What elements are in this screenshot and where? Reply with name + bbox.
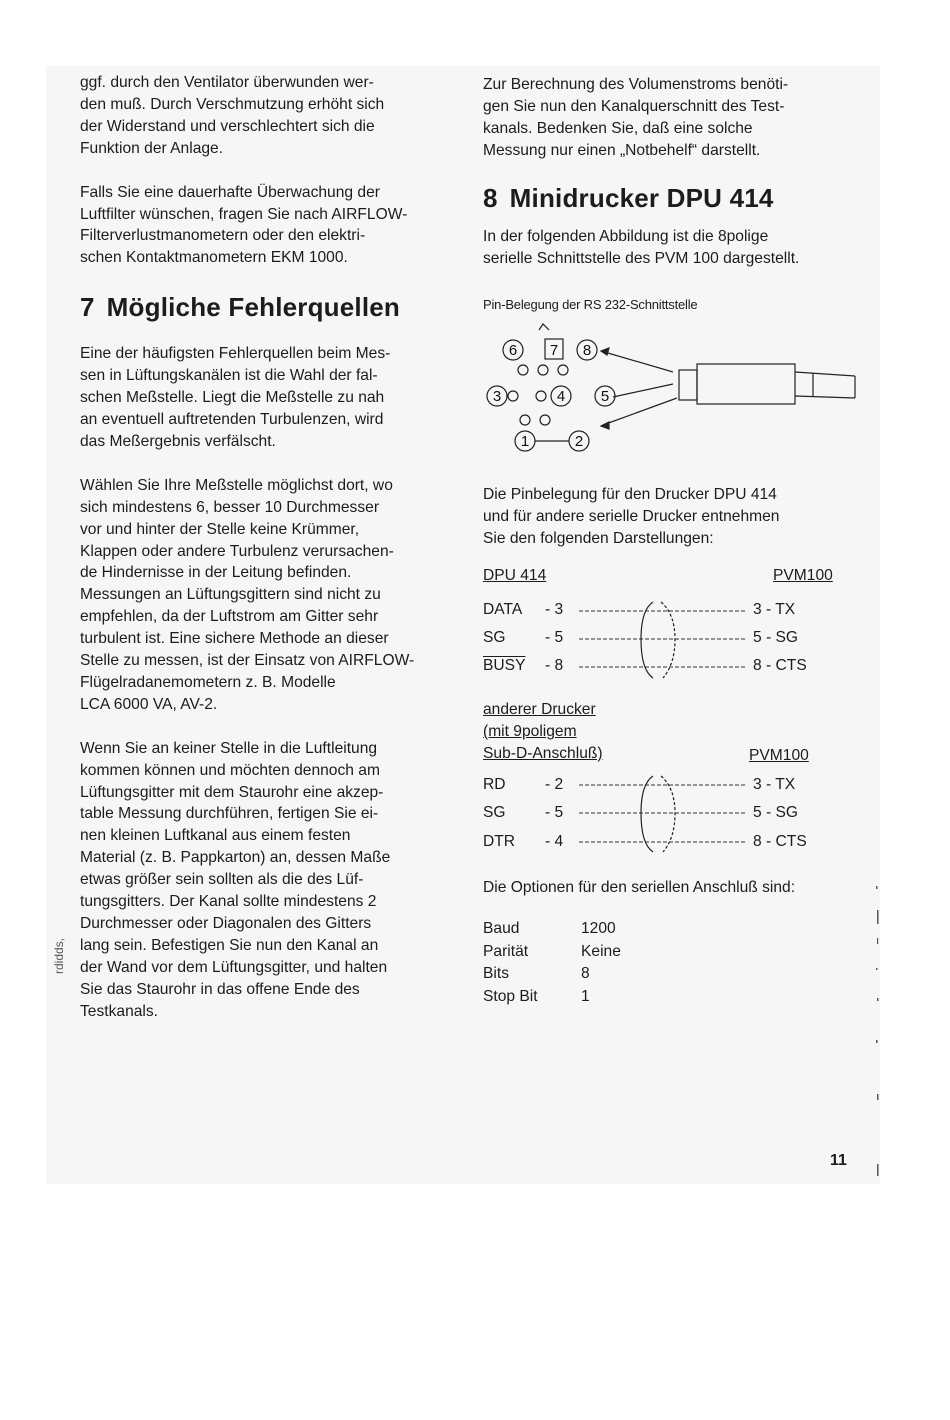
other-row-pin: - 5: [545, 804, 564, 821]
other-row-pin: - 2: [545, 776, 564, 793]
option-key: Parität: [483, 942, 529, 960]
pin-label-7: 7: [549, 342, 559, 359]
pin-label-2: 2: [574, 433, 584, 450]
dpu-row-name: BUSY: [483, 657, 526, 674]
other-printer-header-line3: Sub-D-Anschluß): [483, 745, 603, 762]
dpu-row-name: DATA: [483, 601, 523, 618]
pin-label-8: 8: [582, 342, 592, 359]
left-column: [80, 72, 452, 1023]
other-row-name: DTR: [483, 833, 516, 850]
left-paragraph-2: Falls Sie eine dauerhafte Überwachung der Luftfilter wünschen, fragen Sie nach AIRFLOW- Filterverlustmanometern oder den elektri- schen Kontaktmanometern EKM 1000.: [80, 183, 408, 267]
dpu-crossover-lines: [579, 594, 749, 686]
section-7-heading: 7 Mögliche Fehlerquellen: [80, 292, 401, 323]
left-paragraph-5: Wenn Sie an keiner Stelle in die Luftleitung kommen können und möchten dennoch am Lüftungsgitter mit dem Staurohr eine akzep- table Messung durchführen, fertigen Sie ei- nen kleinen Luftkanal aus einem festen Material (z. B. Pappkarton) an, dessen Maße etwas größer sein sollten als die des Lüf- tungsgitters. Der Kanal sollte mindestens 2 Durchmesser oder Diagonalen des Gitters lang sein. Befestigen Sie nun den Kanal an der Wand vor dem Lüftungsgitter, und halten Sie das Staurohr in das offene Ende des Testkanals.: [80, 739, 391, 1020]
pin-label-4: 4: [556, 388, 566, 405]
pvm100-header-2: PVM100: [749, 747, 809, 764]
option-row: [483, 963, 621, 986]
page-number: 11: [830, 1152, 847, 1169]
other-printer-header-line2: (mit 9poligem: [483, 723, 577, 740]
dpu-row-target: 5 - SG: [753, 629, 799, 646]
other-row-target: 5 - SG: [753, 804, 799, 821]
pin-diagram-caption: Pin-Belegung der RS 232-Schnittstelle: [483, 297, 698, 313]
other-row-name: RD: [483, 776, 506, 793]
other-printer-wiring: [483, 700, 843, 860]
left-paragraph-3: Eine der häufigsten Fehlerquellen beim Mes- sen in Lüftungskanälen ist die Wahl der fal- schen Meßstelle. Liegt die Meßstelle zu nah an eventuell auftretenden Turbulenzen, wird das Meßergebnis verfälscht.: [80, 345, 391, 450]
other-row-target: 3 - TX: [753, 776, 796, 793]
other-crossover-lines: [579, 768, 749, 860]
option-value: 1200: [581, 920, 616, 937]
pin-label-5: 5: [600, 388, 610, 405]
pin-label-1: 1: [520, 433, 530, 450]
serial-options-table: [483, 918, 621, 1008]
spine-bleed-text: rdidds,: [52, 937, 66, 974]
option-key: Baud: [483, 920, 520, 937]
dpu-row-target: 8 - CTS: [753, 657, 807, 674]
dpu-row-name: SG: [483, 629, 506, 646]
option-key: Stop Bit: [483, 987, 538, 1005]
option-row: [483, 986, 621, 1009]
right-paragraph-1: Zur Berechnung des Volumenstroms benöti- gen Sie nun den Kanalquerschnitt des Test- kanals. Bedenken Sie, daß eine solche Messung nur einen „Notbehelf“ darstellt.: [483, 76, 789, 159]
right-paragraph-2: In der folgenden Abbildung ist die 8polige serielle Schnittstelle des PVM 100 dargestellt.: [483, 227, 800, 267]
left-paragraph-4: Wählen Sie Ihre Meßstelle möglichst dort, wo sich mindestens 6, besser 10 Durchmesser vor und hinter der Stelle keine Krümmer, Klappen oder andere Turbulenz verursachen- de Hindernisse in der Leitung befinden. Messungen an Lüftungsgittern sind nicht zu empfehlen, da der Luftstrom am Gitter sehr turbulent ist. Eine sichere Methode an dieser Stelle zu messen, ist der Einsatz von AIRFLOW- Flügelradanemometern z. B. Modelle LCA 6000 VA, AV-2.: [80, 476, 415, 713]
pvm100-header-1: PVM100: [773, 567, 833, 584]
dpu414-header: DPU 414: [483, 567, 547, 584]
other-row-pin: - 4: [545, 833, 564, 850]
option-row: [483, 941, 621, 964]
dpu-row-pin: - 3: [545, 601, 564, 618]
other-row-name: SG: [483, 804, 506, 821]
dpu-row-target: 3 - TX: [753, 601, 796, 618]
rs232-pin-diagram: [483, 322, 863, 462]
options-intro: Die Optionen für den seriellen Anschluß sind:: [483, 879, 796, 896]
left-paragraph-1: ggf. durch den Ventilator überwunden wer- den muß. Durch Verschmutzung erhöht sich der Widerstand und verschlechtert sich die Funktion der Anlage.: [80, 74, 385, 157]
dpu-row-pin: - 5: [545, 629, 564, 646]
dpu414-wiring: [483, 566, 843, 686]
option-value: 1: [581, 987, 590, 1005]
scan-edge-marks: [872, 880, 884, 1180]
pin-label-6: 6: [508, 342, 518, 359]
dpu-row-pin: - 8: [545, 657, 564, 674]
right-paragraph-3: Die Pinbelegung für den Drucker DPU 414 und für andere serielle Drucker entnehmen Sie den folgenden Darstellungen:: [483, 486, 780, 547]
option-row: [483, 918, 621, 941]
other-printer-header-line1: anderer Drucker: [483, 701, 596, 718]
option-key: Bits: [483, 965, 509, 982]
section-8-heading: 8 Minidrucker DPU 414: [483, 182, 774, 213]
pin-label-3: 3: [492, 388, 502, 405]
option-value: 8: [581, 965, 590, 982]
right-column: [483, 74, 861, 313]
other-row-target: 8 - CTS: [753, 833, 807, 850]
option-value: Keine: [581, 942, 621, 960]
